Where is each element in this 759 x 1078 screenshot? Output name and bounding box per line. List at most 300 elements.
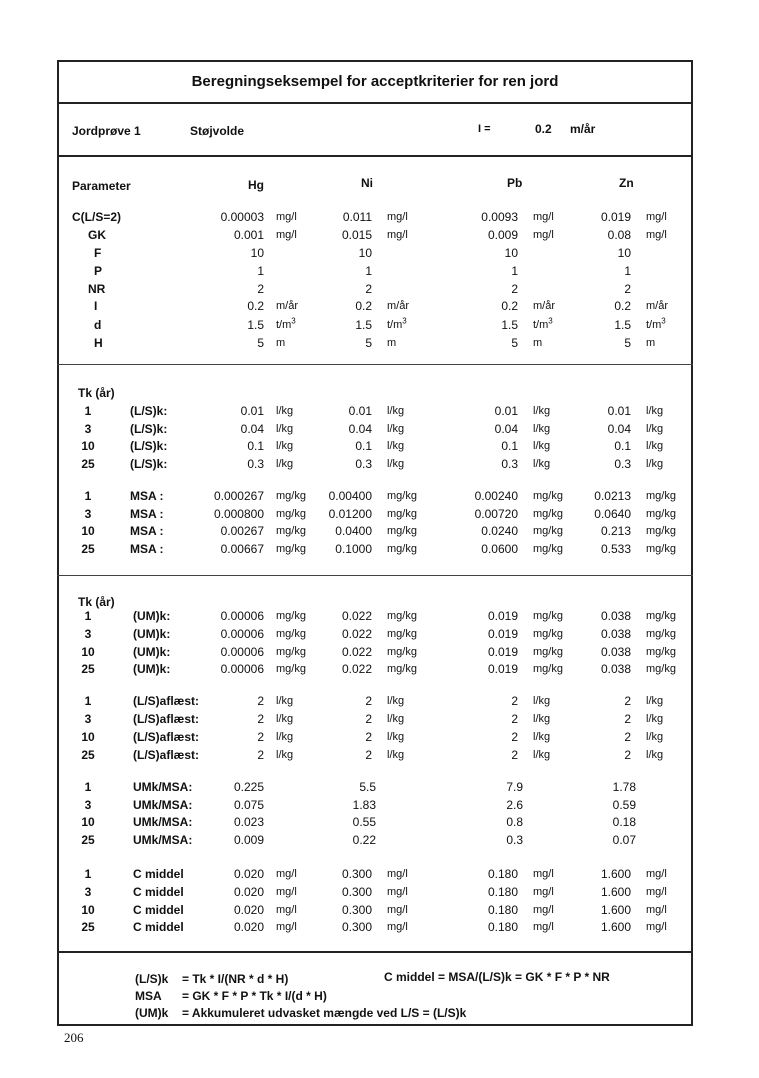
cell-value: 0.55: [352, 815, 376, 829]
formula-ls: = Tk * I/(NR * d * H): [182, 972, 289, 986]
param-name: d: [94, 318, 102, 332]
cell-unit: l/kg: [387, 749, 405, 761]
cell-value: 0.00667: [220, 542, 264, 556]
cell-value: 1.600: [600, 885, 631, 899]
unit-superscript: 3: [661, 316, 666, 326]
cell-unit: l/kg: [646, 749, 664, 761]
cell-value: 1.600: [600, 903, 631, 917]
year-label: 10: [81, 645, 95, 659]
cell-value: 0.22: [352, 833, 376, 847]
formula-msa-left: MSA: [135, 989, 162, 1003]
cell-value: 2: [624, 748, 631, 762]
param-name: GK: [88, 228, 106, 242]
row-label: (L/S)k:: [130, 422, 168, 436]
cell-unit: l/kg: [533, 713, 551, 725]
cell-value: 7.9: [506, 780, 523, 794]
cell-value: 0.019: [487, 645, 518, 659]
cell-value: 0.07: [612, 833, 636, 847]
cell-unit: l/kg: [387, 713, 405, 725]
cell-value: 0.00006: [220, 609, 264, 623]
param-unit: mg/l: [646, 229, 667, 241]
cell-unit: mg/kg: [646, 525, 676, 537]
param-value: 0.001: [233, 228, 264, 242]
cell-value: 0.020: [233, 885, 264, 899]
cell-value: 0.3: [501, 457, 518, 471]
cell-unit: mg/l: [533, 868, 554, 880]
cell-value: 0.1: [614, 439, 631, 453]
tk-label: Tk (år): [78, 386, 115, 400]
cell-value: 0.59: [612, 798, 636, 812]
cell-unit: mg/l: [646, 868, 667, 880]
cell-value: 2: [257, 730, 264, 744]
cell-value: 2: [257, 694, 264, 708]
sample-name: Støjvolde: [190, 124, 245, 138]
cell-value: 0.3: [614, 457, 631, 471]
cell-unit: l/kg: [387, 405, 405, 417]
year-label: 10: [81, 815, 95, 829]
row-label: (L/S)k:: [130, 404, 168, 418]
cell-unit: mg/l: [276, 921, 297, 933]
cell-value: 0.180: [487, 920, 518, 934]
cell-unit: l/kg: [276, 731, 294, 743]
cell-unit: mg/l: [646, 904, 667, 916]
unit-superscript: 3: [548, 316, 553, 326]
param-value: 0.019: [600, 210, 631, 224]
param-name: P: [94, 264, 103, 278]
param-value: 1: [511, 264, 518, 278]
year-label: 1: [84, 780, 92, 794]
cell-value: 0.300: [341, 920, 372, 934]
year-label: 10: [81, 524, 95, 538]
param-name: I: [94, 299, 98, 313]
cell-value: 1.600: [600, 867, 631, 881]
param-value: 10: [617, 246, 631, 260]
cell-unit: mg/kg: [646, 543, 676, 555]
cell-value: 2.6: [506, 798, 523, 812]
cell-value: 0.019: [487, 609, 518, 623]
year-label: 25: [81, 920, 95, 934]
cell-value: 0.075: [233, 798, 264, 812]
param-unit: m/år: [387, 300, 409, 312]
param-unit-wrap: [387, 318, 407, 332]
param-name: NR: [88, 282, 106, 296]
cell-value: 0.00267: [220, 524, 264, 538]
cell-unit: mg/kg: [533, 543, 563, 555]
param-unit: mg/l: [276, 211, 297, 223]
cell-unit: l/kg: [533, 440, 551, 452]
cell-unit: mg/kg: [533, 628, 563, 640]
param-value: 10: [358, 246, 372, 260]
cell-value: 2: [257, 712, 264, 726]
cell-value: 0.022: [341, 645, 372, 659]
cell-value: 0.3: [506, 833, 523, 847]
cell-unit: mg/kg: [646, 663, 676, 675]
parameter-header: Parameter: [72, 179, 131, 193]
cell-unit: mg/kg: [276, 543, 306, 555]
year-label: 1: [84, 404, 92, 418]
row-label: C middel: [133, 867, 184, 881]
year-label: 1: [84, 867, 92, 881]
cell-unit: mg/kg: [533, 663, 563, 675]
row-label: MSA :: [130, 489, 164, 503]
year-label: 3: [84, 627, 92, 641]
param-unit: mg/l: [387, 211, 408, 223]
cell-unit: mg/kg: [387, 508, 417, 520]
cell-value: 0.00400: [328, 489, 372, 503]
cell-unit: mg/l: [533, 904, 554, 916]
param-value: 0.015: [341, 228, 372, 242]
cell-unit: mg/kg: [276, 663, 306, 675]
cell-value: 0.0400: [335, 524, 372, 538]
param-unit: m: [276, 337, 286, 349]
row-label: UMk/MSA:: [133, 833, 193, 847]
param-value: 0.08: [607, 228, 631, 242]
row-label: C middel: [133, 885, 184, 899]
cell-unit: mg/kg: [387, 646, 417, 658]
cell-value: 0.0240: [481, 524, 518, 538]
cell-value: 0.04: [607, 422, 631, 436]
cell-unit: l/kg: [646, 731, 664, 743]
year-label: 3: [84, 507, 92, 521]
param-unit: m: [387, 337, 397, 349]
cell-value: 0.225: [233, 780, 264, 794]
year-label: 3: [84, 712, 92, 726]
cell-value: 2: [511, 712, 518, 726]
cell-unit: l/kg: [387, 731, 405, 743]
cell-unit: mg/kg: [533, 610, 563, 622]
param-unit: t/m: [533, 319, 549, 331]
cell-unit: mg/l: [276, 868, 297, 880]
row-label: (L/S)aflæst:: [133, 694, 199, 708]
row-label: (L/S)aflæst:: [133, 748, 199, 762]
param-value: 1.5: [247, 318, 264, 332]
cell-value: 0.300: [341, 903, 372, 917]
cell-value: 0.04: [494, 422, 518, 436]
cell-unit: mg/kg: [387, 663, 417, 675]
cell-unit: l/kg: [276, 440, 294, 452]
param-value: 0.011: [342, 210, 372, 224]
cell-value: 0.01200: [328, 507, 372, 521]
cell-value: 0.020: [233, 903, 264, 917]
param-value: 5: [511, 336, 518, 350]
year-label: 25: [81, 662, 95, 676]
cell-unit: l/kg: [533, 405, 551, 417]
cell-unit: l/kg: [276, 713, 294, 725]
param-unit: m/år: [533, 300, 555, 312]
row-label: UMk/MSA:: [133, 798, 193, 812]
page-number: 206: [64, 1030, 84, 1045]
cell-value: 0.01: [348, 404, 372, 418]
param-value: 5: [365, 336, 372, 350]
param-unit: t/m: [276, 319, 292, 331]
param-unit: m: [646, 337, 656, 349]
cell-unit: l/kg: [646, 405, 664, 417]
param-unit: mg/l: [387, 229, 408, 241]
row-label: (L/S)aflæst:: [133, 730, 199, 744]
cell-value: 0.00240: [474, 489, 518, 503]
param-unit: mg/l: [276, 229, 297, 241]
cell-unit: mg/kg: [646, 646, 676, 658]
cell-value: 0.1: [247, 439, 264, 453]
unit-superscript: 3: [402, 316, 407, 326]
row-label: (UM)k:: [133, 627, 171, 641]
sample-label: Jordprøve 1: [72, 124, 141, 138]
column-header-ni: Ni: [361, 176, 373, 190]
cell-unit: l/kg: [387, 695, 405, 707]
param-unit: t/m: [387, 319, 403, 331]
param-value: 2: [365, 282, 372, 296]
param-value: 2: [257, 282, 264, 296]
cell-unit: mg/kg: [276, 610, 306, 622]
cell-value: 0.0600: [481, 542, 518, 556]
cell-value: 2: [365, 712, 372, 726]
cell-unit: l/kg: [276, 405, 294, 417]
cell-value: 0.00720: [474, 507, 518, 521]
cell-value: 0.180: [487, 867, 518, 881]
cell-unit: mg/kg: [387, 490, 417, 502]
formula-msa: = GK * F * P * Tk * I/(d * H): [182, 989, 327, 1003]
cell-unit: mg/l: [276, 886, 297, 898]
cell-value: 0.00006: [220, 645, 264, 659]
param-unit: t/m: [646, 319, 662, 331]
cell-value: 0.038: [600, 627, 631, 641]
cell-value: 0.1000: [335, 542, 372, 556]
cell-unit: mg/kg: [387, 628, 417, 640]
cell-value: 0.8: [506, 815, 523, 829]
cell-value: 2: [624, 730, 631, 744]
cell-unit: mg/kg: [387, 610, 417, 622]
cell-unit: mg/l: [533, 921, 554, 933]
page-title: Beregningseksempel for acceptkriterier for ren jord: [191, 73, 559, 90]
formula-cmiddel: C middel = MSA/(L/S)k = GK * F * P * NR: [384, 970, 610, 984]
param-value: 1.5: [355, 318, 372, 332]
cell-value: 0.038: [600, 645, 631, 659]
formula-um: = Akkumuleret udvasket mængde ved L/S = (L/S)k: [182, 1006, 467, 1020]
row-label: (L/S)k:: [130, 439, 168, 453]
cell-unit: l/kg: [533, 423, 551, 435]
cell-value: 0.04: [348, 422, 372, 436]
param-value: 1.5: [614, 318, 631, 332]
param-value: 0.2: [614, 299, 631, 313]
cell-value: 0.300: [341, 885, 372, 899]
cell-value: 2: [511, 694, 518, 708]
cell-unit: mg/l: [533, 886, 554, 898]
cell-value: 0.01: [494, 404, 518, 418]
param-value: 1.5: [501, 318, 518, 332]
divider: [57, 951, 693, 953]
row-label: UMk/MSA:: [133, 815, 193, 829]
cell-unit: l/kg: [533, 458, 551, 470]
param-value: 1: [365, 264, 372, 278]
cell-value: 0.022: [341, 662, 372, 676]
cell-value: 0.022: [341, 609, 372, 623]
cell-value: 0.1: [355, 439, 372, 453]
cell-unit: mg/kg: [533, 508, 563, 520]
year-label: 3: [84, 798, 92, 812]
cell-value: 2: [624, 712, 631, 726]
cell-value: 0.00006: [220, 627, 264, 641]
row-label: C middel: [133, 920, 184, 934]
cell-value: 2: [511, 730, 518, 744]
year-label: 25: [81, 748, 95, 762]
param-unit: mg/l: [533, 229, 554, 241]
cell-unit: mg/l: [646, 921, 667, 933]
cell-value: 0.019: [487, 662, 518, 676]
param-name: H: [94, 336, 103, 350]
cell-value: 0.009: [233, 833, 264, 847]
divider: [57, 575, 693, 576]
unit-superscript: 3: [291, 316, 296, 326]
cell-unit: l/kg: [387, 440, 405, 452]
cell-value: 0.0640: [594, 507, 631, 521]
row-label: MSA :: [130, 542, 164, 556]
column-header-pb: Pb: [507, 176, 523, 190]
cell-unit: mg/kg: [533, 525, 563, 537]
cell-unit: mg/kg: [276, 490, 306, 502]
cell-unit: mg/kg: [276, 646, 306, 658]
param-unit: m: [533, 337, 543, 349]
param-value: 0.009: [487, 228, 518, 242]
param-value: 10: [504, 246, 518, 260]
param-unit: m/år: [646, 300, 668, 312]
param-value: 5: [257, 336, 264, 350]
year-label: 1: [84, 694, 92, 708]
param-value: 0.0093: [481, 210, 518, 224]
cell-value: 2: [624, 694, 631, 708]
cell-value: 0.300: [341, 867, 372, 881]
cell-value: 2: [365, 694, 372, 708]
cell-value: 0.213: [600, 524, 631, 538]
cell-unit: mg/l: [387, 921, 408, 933]
cell-unit: mg/kg: [276, 508, 306, 520]
i-unit: m/år: [570, 122, 596, 136]
year-label: 1: [84, 489, 92, 503]
param-unit: mg/l: [646, 211, 667, 223]
param-value: 0.2: [355, 299, 372, 313]
formula-ls-left: (L/S)k: [135, 972, 169, 986]
cell-value: 0.3: [247, 457, 264, 471]
year-label: 25: [81, 457, 95, 471]
cell-value: 0.038: [600, 609, 631, 623]
cell-value: 0.000800: [213, 507, 264, 521]
cell-value: 0.00006: [220, 662, 264, 676]
year-label: 1: [84, 609, 92, 623]
cell-value: 0.019: [487, 627, 518, 641]
cell-unit: mg/l: [387, 868, 408, 880]
cell-value: 0.020: [233, 920, 264, 934]
divider: [57, 102, 693, 104]
cell-unit: l/kg: [276, 423, 294, 435]
cell-unit: mg/l: [387, 904, 408, 916]
cell-value: 2: [257, 748, 264, 762]
cell-value: 0.01: [607, 404, 631, 418]
cell-value: 0.038: [600, 662, 631, 676]
cell-unit: l/kg: [533, 731, 551, 743]
param-value: 0.2: [501, 299, 518, 313]
cell-unit: l/kg: [533, 749, 551, 761]
param-value: 2: [511, 282, 518, 296]
row-label: (UM)k:: [133, 662, 171, 676]
cell-value: 2: [365, 748, 372, 762]
year-label: 25: [81, 833, 95, 847]
cell-value: 0.023: [233, 815, 264, 829]
cell-unit: l/kg: [387, 458, 405, 470]
cell-unit: mg/kg: [533, 490, 563, 502]
cell-unit: mg/kg: [646, 628, 676, 640]
param-unit: mg/l: [533, 211, 554, 223]
cell-value: 0.020: [233, 867, 264, 881]
year-label: 10: [81, 439, 95, 453]
cell-unit: mg/kg: [387, 543, 417, 555]
cell-unit: l/kg: [276, 458, 294, 470]
cell-unit: mg/kg: [646, 490, 676, 502]
cell-unit: l/kg: [387, 423, 405, 435]
cell-unit: mg/kg: [646, 610, 676, 622]
row-label: (L/S)aflæst:: [133, 712, 199, 726]
row-label: (UM)k:: [133, 609, 171, 623]
cell-value: 0.533: [600, 542, 631, 556]
cell-unit: l/kg: [533, 695, 551, 707]
row-label: (L/S)k:: [130, 457, 168, 471]
param-unit: m/år: [276, 300, 298, 312]
param-value: 0.2: [247, 299, 264, 313]
param-value: 2: [624, 282, 631, 296]
cell-unit: l/kg: [646, 458, 664, 470]
cell-value: 2: [365, 730, 372, 744]
param-value: 10: [250, 246, 264, 260]
cell-value: 1.83: [352, 798, 376, 812]
cell-unit: mg/l: [276, 904, 297, 916]
i-value: 0.2: [535, 122, 552, 136]
year-label: 10: [81, 730, 95, 744]
cell-unit: mg/kg: [533, 646, 563, 658]
cell-value: 0.022: [341, 627, 372, 641]
cell-value: 0.0213: [594, 489, 631, 503]
column-header-zn: Zn: [619, 176, 634, 190]
cell-unit: mg/kg: [276, 628, 306, 640]
cell-unit: l/kg: [276, 695, 294, 707]
cell-unit: mg/l: [646, 886, 667, 898]
year-label: 3: [84, 422, 92, 436]
formula-um-left: (UM)k: [135, 1006, 169, 1020]
cell-value: 0.180: [487, 885, 518, 899]
cell-value: 0.04: [240, 422, 264, 436]
cell-unit: mg/kg: [387, 525, 417, 537]
cell-value: 0.180: [487, 903, 518, 917]
year-label: 10: [81, 903, 95, 917]
cell-value: 0.1: [501, 439, 518, 453]
cell-value: 0.01: [240, 404, 264, 418]
row-label: MSA :: [130, 507, 164, 521]
row-label: MSA :: [130, 524, 164, 538]
cell-unit: l/kg: [276, 749, 294, 761]
column-header-hg: Hg: [248, 178, 264, 192]
divider: [57, 155, 693, 157]
cell-unit: l/kg: [646, 713, 664, 725]
param-unit-wrap: [646, 318, 666, 332]
cell-value: 0.18: [612, 815, 636, 829]
cell-unit: l/kg: [646, 423, 664, 435]
cell-value: 0.3: [355, 457, 372, 471]
row-label: C middel: [133, 903, 184, 917]
cell-unit: mg/l: [387, 886, 408, 898]
cell-value: 0.000267: [213, 489, 264, 503]
divider: [57, 364, 693, 365]
cell-unit: mg/kg: [646, 508, 676, 520]
param-value: 5: [624, 336, 631, 350]
param-value: 0.00003: [220, 210, 264, 224]
tk-label: Tk (år): [78, 595, 115, 609]
